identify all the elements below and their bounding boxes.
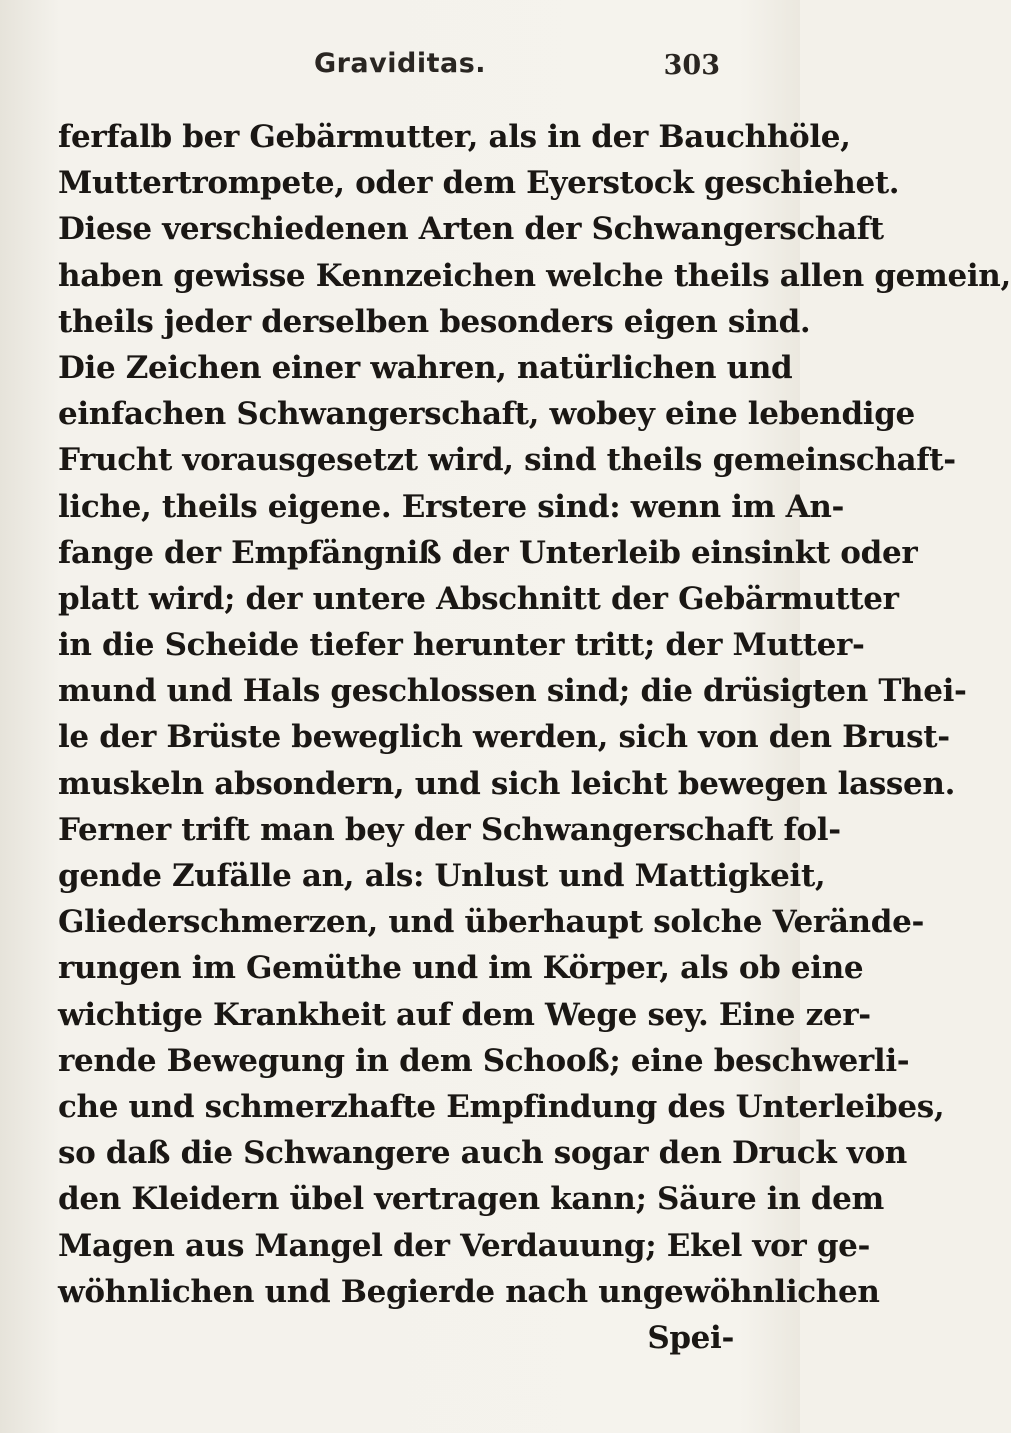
text-line: theils jeder derselben besonders eigen sind.: [58, 303, 811, 340]
body-text: [58, 114, 1011, 1361]
text-line: ferfalb ber Gebärmutter, als in der Bauchhöle,: [58, 119, 851, 155]
text-line: mund und Hals geschlossen sind; die drüsigten Thei-: [58, 673, 967, 710]
text-line: platt wird; der untere Abschnitt der Gebärmutter: [58, 580, 899, 617]
text-line: Die Zeichen einer wahren, natürlichen und: [58, 349, 793, 386]
text-line: gende Zufälle an, als: Unlust und Mattigkeit,: [58, 858, 826, 894]
text-line: che und schmerzhafte Empfindung des Unterleibes,: [58, 1088, 945, 1125]
page-number: 303: [663, 50, 720, 81]
text-line: muskeln absondern, und sich leicht bewegen lassen.: [58, 765, 956, 802]
text-line: rungen im Gemüthe und im Körper, als ob eine: [58, 950, 864, 987]
text-line: so daß die Schwangere auch sogar den Druck von: [58, 1135, 907, 1172]
text-line: rende Bewegung in dem Schooß; eine beschwerli-: [58, 1042, 910, 1079]
catchword: Spei-: [647, 1319, 734, 1356]
text-line: wichtige Krankheit auf dem Wege sey. Eine zer-: [58, 996, 871, 1033]
text-line: Muttertrompete, oder dem Eyerstock geschiehet.: [58, 165, 900, 202]
text-line: Diese verschiedenen Arten der Schwangerschaft: [58, 211, 884, 248]
text-line: le der Brüste beweglich werden, sich von den Brust-: [58, 719, 950, 756]
text-line: wöhnlichen und Begierde nach ungewöhnlichen: [58, 1273, 880, 1310]
text-line: in die Scheide tiefer herunter tritt; der Mutter-: [58, 627, 865, 664]
text-line: Gliederschmerzen, und überhaupt solche Verände-: [58, 904, 924, 941]
running-title: Graviditas.: [313, 48, 487, 79]
text-line: Magen aus Mangel der Verdauung; Ekel vor ge-: [58, 1227, 871, 1264]
running-head: [0, 48, 800, 88]
text-line: den Kleidern übel vertragen kann; Säure in dem: [58, 1181, 885, 1218]
text-line: haben gewisse Kennzeichen welche theils allen gemein,: [58, 257, 1011, 294]
text-line: liche, theils eigene. Erstere sind: wenn im An-: [58, 488, 845, 525]
text-line: Ferner trift man bey der Schwangerschaft fol-: [58, 811, 841, 848]
text-line: einfachen Schwangerschaft, wobey eine lebendige: [58, 396, 915, 433]
text-line: Frucht vorausgesetzt wird, sind theils gemeinschaft-: [58, 442, 956, 479]
text-line: fange der Empfängniß der Unterleib einsinkt oder: [58, 534, 918, 571]
